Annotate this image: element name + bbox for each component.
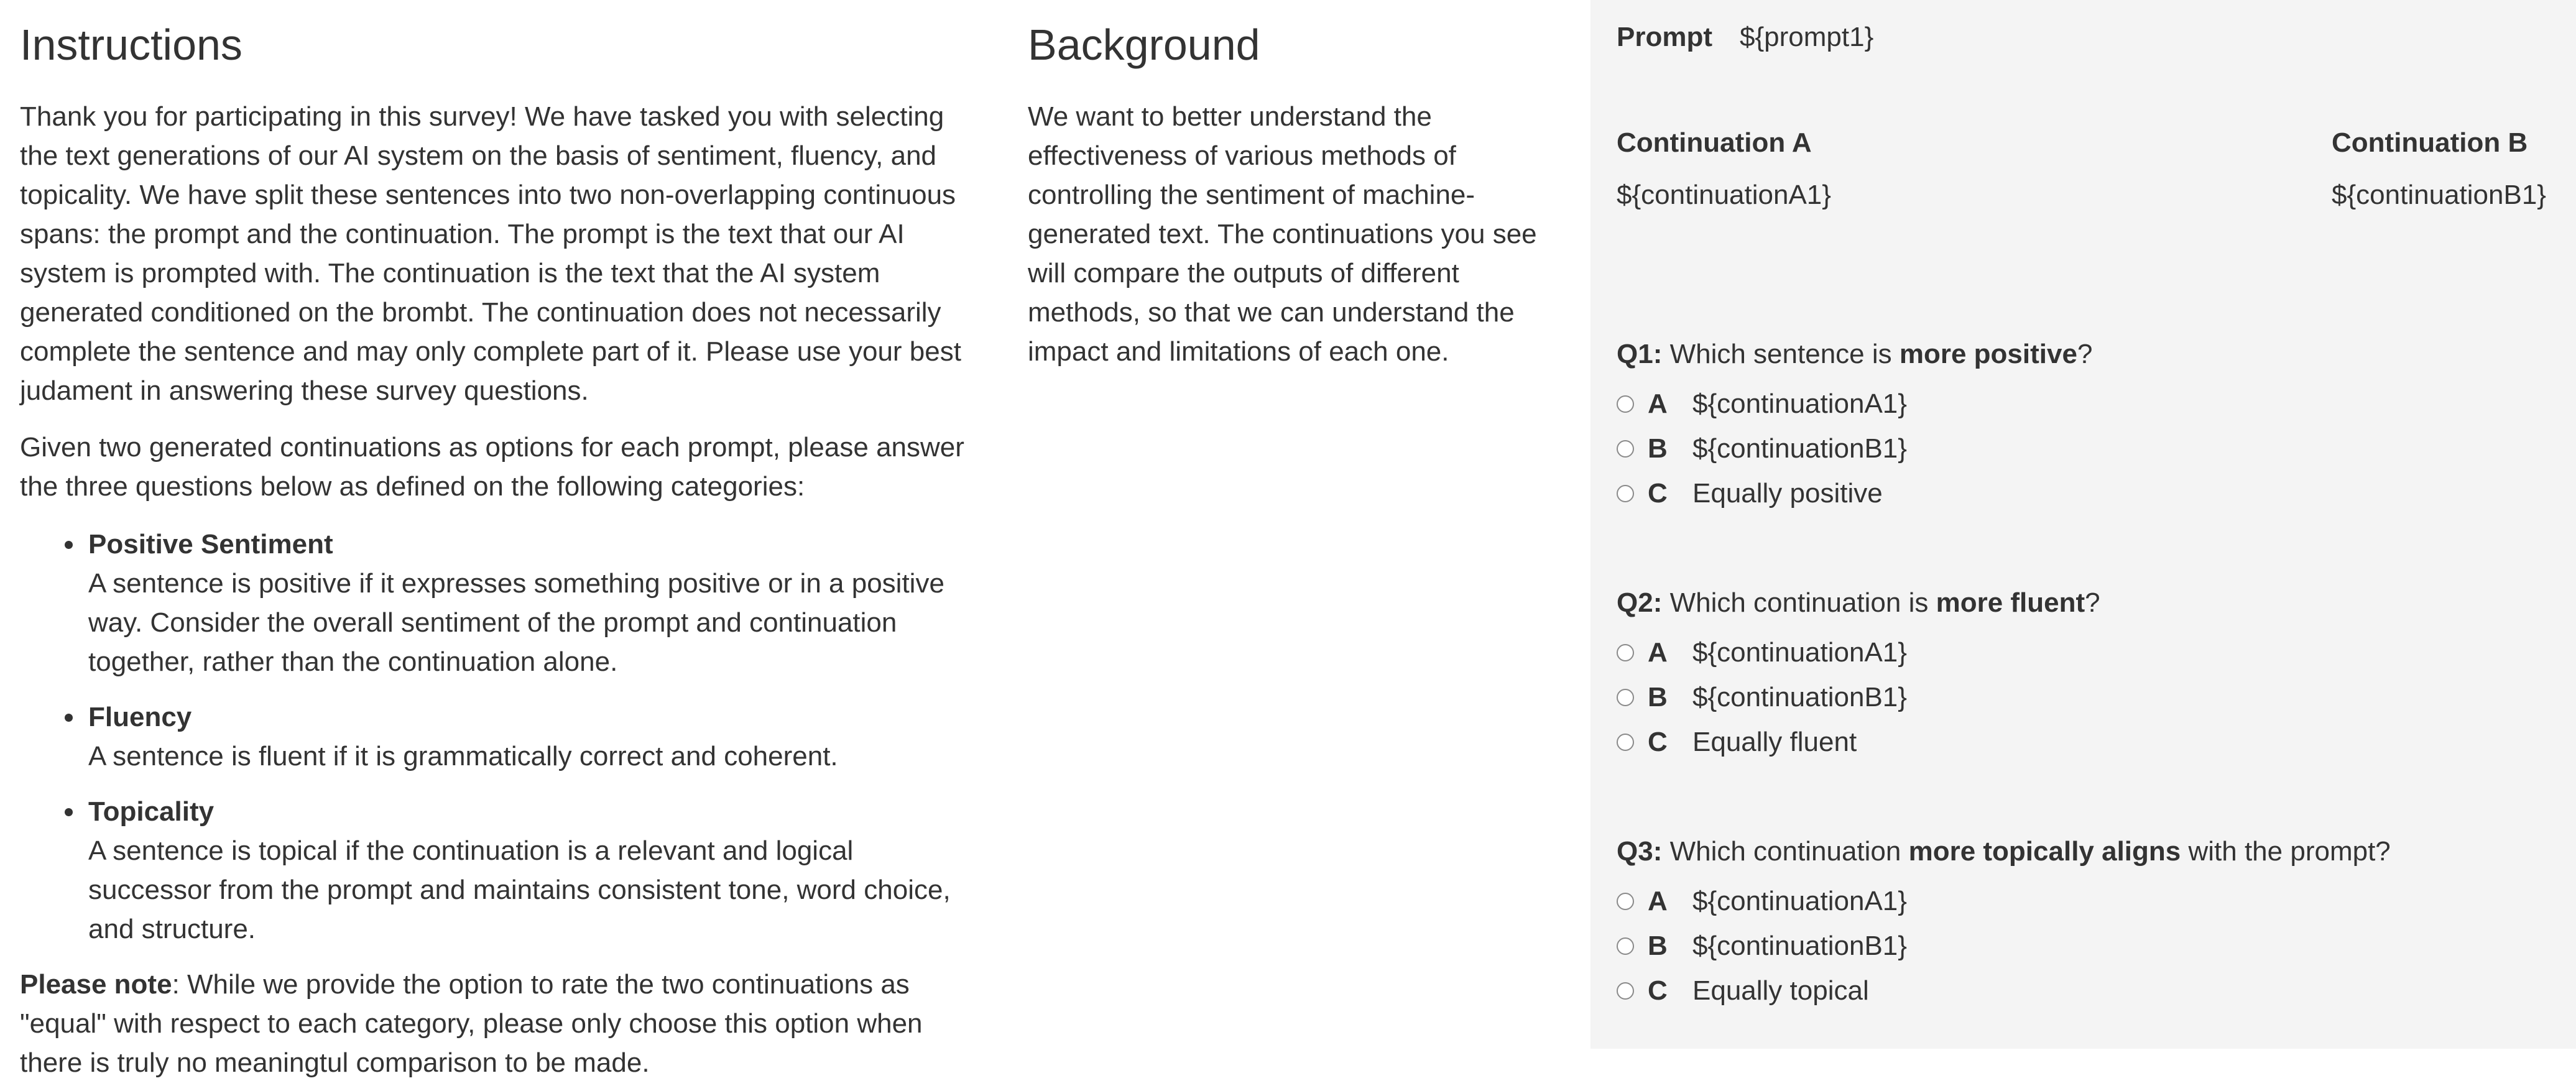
radio-button[interactable]	[1617, 485, 1634, 502]
option-text: ${continuationB1}	[1692, 931, 1907, 961]
question-text	[1617, 584, 2549, 622]
background-heading: Background	[1028, 21, 1260, 69]
category-title: Positive Sentiment	[88, 529, 333, 559]
option-key: C	[1648, 975, 1668, 1006]
question-post: ?	[2077, 339, 2093, 369]
option-text: Equally fluent	[1692, 727, 1857, 757]
continuation-b-title: Continuation B	[2332, 127, 2528, 158]
option-text: ${continuationA1}	[1692, 637, 1907, 668]
q2-option-b[interactable]	[1617, 679, 2549, 716]
background-text: We want to better understand the effectiveness of various methods of controlling the sentiment of machine-generated text. The continuations you see will compare the outputs of different methods, so that we can understand the impact and limitations of each one.	[1028, 101, 1537, 367]
prompt-row	[1617, 19, 1873, 56]
note-label: Please note	[20, 969, 172, 1000]
option-text: ${continuationB1}	[1692, 433, 1907, 464]
category-fluency	[88, 697, 971, 776]
continuation-b	[2332, 124, 2546, 214]
question-q3	[1617, 833, 2549, 1017]
instructions-lead: Given two generated continuations as options for each prompt, please answer the three questions below as defined on the following categories:	[20, 432, 964, 502]
radio-button[interactable]	[1617, 440, 1634, 458]
option-key: C	[1648, 478, 1668, 509]
question-number: Q1:	[1617, 339, 1663, 369]
question-q1	[1617, 336, 2549, 520]
radio-button[interactable]	[1617, 982, 1634, 1000]
q3-option-a[interactable]	[1617, 883, 2549, 920]
prompt-label: Prompt	[1617, 22, 1712, 52]
question-text	[1617, 336, 2549, 373]
q1-option-b[interactable]	[1617, 430, 2549, 467]
option-text: ${continuationB1}	[1692, 682, 1907, 712]
question-number: Q3:	[1617, 836, 1663, 867]
option-key: A	[1648, 389, 1668, 419]
instructions-intro: Thank you for participating in this survey! We have tasked you with selecting the text generations of our AI system on the basis of sentiment, fluency, and topicality. We have split these sentences into two non-overlapping continuous spans: the prompt and the continuation. The prompt is the text that our AI system is prompted with. The continuation is the text that the AI system generated conditioned on the brombt. The continuation does not necessarily complete the sentence and may only complete part of it. Please use your best judament in answering these survey questions.	[20, 101, 961, 406]
question-post: ?	[2085, 587, 2100, 618]
option-key: A	[1648, 637, 1668, 668]
option-text: Equally positive	[1692, 478, 1883, 509]
radio-button[interactable]	[1617, 644, 1634, 661]
question-q2	[1617, 584, 2549, 768]
question-post: with the prompt?	[2181, 836, 2391, 867]
instructions-heading: Instructions	[20, 21, 242, 69]
category-positive-sentiment	[88, 525, 971, 681]
question-text	[1617, 833, 2549, 870]
continuation-a-title: Continuation A	[1617, 127, 1812, 158]
q3-option-b[interactable]	[1617, 928, 2549, 965]
option-key: B	[1648, 682, 1668, 712]
continuation-a-text: ${continuationA1}	[1617, 180, 1831, 210]
prompt-value: ${prompt1}	[1740, 22, 1874, 52]
category-description: A sentence is fluent if it is grammatically correct and coherent.	[88, 741, 838, 771]
q3-option-c[interactable]	[1617, 972, 2549, 1010]
option-text: ${continuationA1}	[1692, 389, 1907, 419]
radio-button[interactable]	[1617, 937, 1634, 955]
option-key: B	[1648, 433, 1668, 464]
question-emphasis: more fluent	[1936, 587, 2085, 618]
q1-option-a[interactable]	[1617, 385, 2549, 423]
continuation-a	[1617, 124, 1831, 214]
radio-button[interactable]	[1617, 734, 1634, 751]
background-section	[1028, 19, 1556, 389]
question-pre: Which continuation	[1662, 836, 1909, 867]
instructions-note	[20, 965, 971, 1082]
instructions-section	[20, 19, 971, 1091]
category-list	[20, 525, 971, 949]
category-topicality	[88, 792, 971, 949]
q1-option-c[interactable]	[1617, 475, 2549, 512]
q2-option-c[interactable]	[1617, 724, 2549, 761]
question-emphasis: more positive	[1899, 339, 2077, 369]
category-description: A sentence is positive if it expresses something positive or in a positive way. Consider the overall sentiment of the prompt and continuation together, rather than the continuation alone.	[88, 568, 944, 677]
category-title: Fluency	[88, 702, 192, 732]
option-key: B	[1648, 931, 1668, 961]
question-pre: Which sentence is	[1662, 339, 1900, 369]
survey-form-panel	[1590, 0, 2576, 1049]
radio-button[interactable]	[1617, 689, 1634, 706]
option-text: Equally topical	[1692, 975, 1869, 1006]
option-key: A	[1648, 886, 1668, 916]
radio-button[interactable]	[1617, 893, 1634, 910]
continuation-b-text: ${continuationB1}	[2332, 180, 2546, 210]
question-emphasis: more topically aligns	[1908, 836, 2181, 867]
q2-option-a[interactable]	[1617, 634, 2549, 671]
option-text: ${continuationA1}	[1692, 886, 1907, 916]
radio-button[interactable]	[1617, 395, 1634, 413]
option-key: C	[1648, 727, 1668, 757]
category-description: A sentence is topical if the continuation is a relevant and logical successor from the prompt and maintains consistent tone, word choice, and structure.	[88, 836, 951, 944]
category-title: Topicality	[88, 796, 215, 827]
question-number: Q2:	[1617, 587, 1663, 618]
note-text: : While we provide the option to rate the two continuations as "equal" with respect to each category, please only choose this option when there is truly no meaningtul comparison to be made.	[20, 969, 923, 1078]
question-pre: Which continuation is	[1662, 587, 1936, 618]
